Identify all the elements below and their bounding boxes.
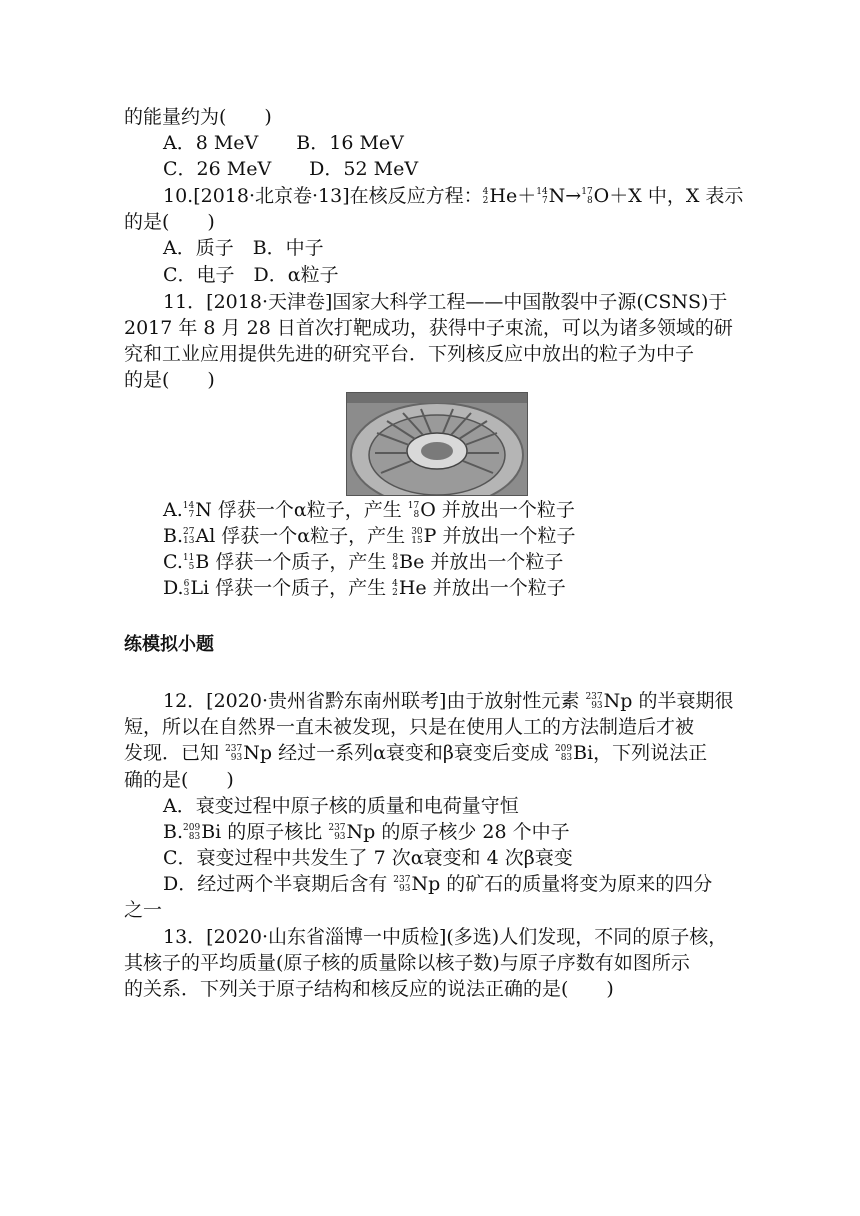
atomic-number: 93: [334, 832, 346, 842]
mass-number: 8: [392, 553, 399, 563]
text-line: 的是( ): [124, 211, 215, 233]
nuclide-b: [183, 554, 194, 572]
text-line: 短，所以在自然界一直未被发现，只是在使用人工的方法制造后才被: [124, 716, 695, 738]
text: He 并放出一个粒子: [398, 577, 566, 599]
option-label: A.: [163, 499, 183, 521]
option-label: B.: [163, 525, 184, 547]
text: P 并放出一个粒子: [423, 525, 576, 547]
nuclide-np: [585, 693, 602, 711]
atomic-number: 3: [183, 588, 190, 598]
question-13-line: 13．[2020·山东省淄博一中质检](多选)人们发现，不同的原子核，: [163, 926, 728, 948]
text: 发现．已知: [124, 742, 220, 764]
text: Be 并放出一个粒子: [399, 551, 564, 573]
nuclide-np: [328, 824, 345, 842]
mass-number: 237: [393, 875, 411, 885]
mass-number: 14: [536, 187, 548, 197]
option-line: C．衰变过程中共发生了 7 次α衰变和 4 次β衰变: [163, 847, 573, 869]
text-line: [124, 740, 707, 766]
atomic-number: 4: [392, 562, 399, 572]
atomic-number: 13: [183, 536, 195, 546]
text-line: 的关系．下列关于原子结构和核反应的说法正确的是( ): [124, 978, 614, 1000]
mass-number: 237: [328, 823, 346, 833]
mass-number: 11: [182, 553, 195, 563]
text: Np 的半衰期很: [603, 690, 734, 712]
text-line: 其核子的平均质量(原子核的质量除以核子数)与原子序数有如图所示: [124, 952, 690, 974]
option-d: [163, 575, 566, 601]
atomic-number: 93: [230, 753, 243, 763]
option-line: C．26 MeV D．52 MeV: [163, 158, 419, 180]
nuclide-p: [411, 528, 422, 546]
option-line: [163, 819, 570, 845]
atomic-number: 2: [482, 196, 489, 206]
text-line: 确的是( ): [124, 769, 234, 791]
option-b: [163, 523, 575, 549]
text: O 并放出一个粒子: [420, 499, 575, 521]
text: Np 的原子核少 28 个中子: [346, 821, 570, 843]
option-line: A．衰变过程中原子核的质量和电荷量守恒: [163, 795, 519, 817]
question-10-line: [163, 183, 743, 209]
option-line: A．8 MeV B．16 MeV: [163, 132, 404, 154]
facility-image: [347, 393, 527, 495]
section-title: 练模拟小题: [124, 634, 214, 655]
option-a: [163, 497, 575, 523]
mass-number: 27: [183, 527, 195, 537]
mass-number: 6: [183, 579, 190, 589]
text: 10.[2018·北京卷·13]在核反应方程：: [163, 185, 483, 207]
nuclide-np: [393, 876, 410, 894]
text: He＋: [489, 185, 537, 207]
atomic-number: 8: [413, 510, 420, 520]
nuclide-bi: [555, 745, 572, 763]
mass-number: 4: [482, 187, 489, 197]
question-12-line: [163, 688, 733, 714]
text-line: 究和工业应用提供先进的研究平台．下列核反应中放出的粒子为中子: [124, 343, 695, 365]
option-label: B.: [163, 821, 184, 843]
nuclide-np: [225, 745, 242, 763]
mass-number: 14: [182, 501, 195, 511]
text: O＋X 中，X 表示: [593, 185, 744, 207]
mass-number: 17: [581, 187, 593, 197]
mass-number: 237: [225, 744, 243, 754]
option-c: [163, 549, 563, 575]
atomic-number: 15: [411, 536, 423, 546]
text: N 俘获一个α粒子，产生: [195, 499, 402, 521]
text-line: 2017 年 8 月 28 日首次打靶成功，获得中子束流，可以为诸多领域的研: [124, 317, 733, 339]
option-label: D.: [163, 577, 184, 599]
text: N→: [548, 185, 582, 207]
nuclide-li: [184, 580, 190, 598]
nuclide-o: [408, 502, 419, 520]
atomic-number: 7: [188, 510, 195, 520]
text: B 俘获一个质子，产生: [195, 551, 387, 573]
nuclide-be: [392, 554, 398, 572]
text: Li 俘获一个质子，产生: [190, 577, 387, 599]
mass-number: 237: [585, 692, 603, 702]
text: Al 俘获一个α粒子，产生: [195, 525, 406, 547]
csns-facility-photo: [346, 392, 528, 496]
mass-number: 4: [392, 579, 398, 589]
nuclide-o: [581, 188, 592, 206]
nuclide-n: [183, 502, 194, 520]
text-line: 之一: [124, 899, 163, 921]
atomic-number: 93: [399, 884, 411, 894]
text: Np 的矿石的质量将变为原来的四分: [411, 873, 713, 895]
text-line: 的能量约为( ): [124, 106, 272, 128]
atomic-number: 93: [591, 701, 603, 711]
mass-number: 209: [554, 744, 573, 754]
nuclide-bi: [183, 824, 200, 842]
atomic-number: 2: [392, 588, 398, 598]
option-line: [163, 871, 712, 897]
atomic-number: 8: [586, 196, 593, 206]
atomic-number: 83: [188, 832, 201, 842]
mass-number: 30: [411, 527, 423, 537]
mass-number: 17: [407, 501, 420, 511]
nuclide-n: [536, 188, 547, 206]
option-line: C．电子 D．α粒子: [163, 264, 339, 286]
mass-number: 209: [183, 823, 201, 833]
nuclide-he: [483, 188, 489, 206]
text: D．经过两个半衰期后含有: [163, 873, 388, 895]
nuclide-he: [392, 580, 398, 598]
text-line: 的是( ): [124, 369, 215, 391]
question-11-line: 11．[2018·天津卷]国家大科学工程——中国散裂中子源(CSNS)于: [163, 291, 728, 313]
nuclide-al: [183, 528, 194, 546]
text: 12．[2020·贵州省黔东南州联考]由于放射性元素: [163, 690, 580, 712]
text: Np 经过一系列α衰变和β衰变后变成: [243, 742, 549, 764]
option-label: C.: [163, 551, 183, 573]
atomic-number: 7: [541, 196, 548, 206]
option-line: A．质子 B．中子: [163, 237, 324, 259]
atomic-number: 5: [188, 562, 195, 572]
text: Bi 的原子核比: [201, 821, 323, 843]
text: Bi，下列说法正: [573, 742, 708, 764]
atomic-number: 83: [560, 753, 573, 763]
